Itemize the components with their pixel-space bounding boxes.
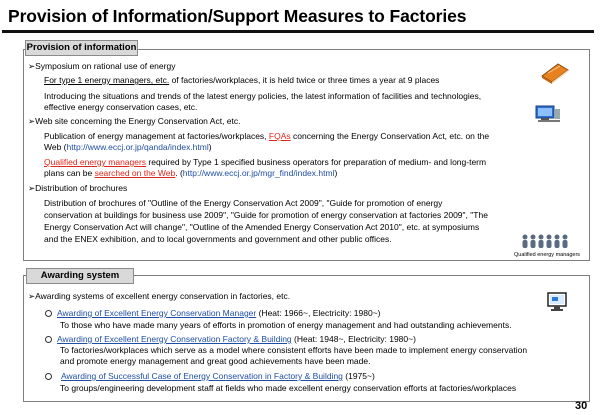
award-item-3-title: Awarding of Successful Case of Energy Conservation in Factory & Building (1975~) (61, 371, 375, 381)
symposium-line-3: effective energy conservation cases, etc. (44, 102, 198, 112)
award-3-link[interactable]: Awarding of Successful Case of Energy Conservation in Factory & Building (61, 371, 343, 381)
brochures-line-2: conservation at buildings for business use 2009", "Guide for promotion of energy conservation at factories 2009", "The (44, 210, 488, 220)
provision-heading: Provision of information (25, 40, 138, 56)
award-item-3-desc: To groups/engineering development staff at fields who made excellent energy conservation efforts at factories/workplaces (60, 383, 517, 393)
bullet-circle-icon (45, 336, 52, 343)
award-item-1-desc: To those who have made many years of efforts in promotion of energy management and had outstanding achievements. (60, 320, 512, 330)
fqa-link[interactable]: FQAs (268, 131, 291, 141)
award-1-link[interactable]: Awarding of Excellent Energy Conservation Manager (57, 308, 257, 318)
website-line-4: plans can be searched on the Web. (http://www.eccj.or.jp/mgr_find/index.html) (44, 168, 338, 178)
award-2-link[interactable]: Awarding of Excellent Energy Conservation Factory & Building (57, 334, 292, 344)
brochures-line-1: Distribution of brochures of "Outline of the Energy Conservation Act 2009", "Guide for promotion of energy (44, 198, 443, 208)
website-line-3: Qualified energy managers required by Type 1 specified business operators for preparation of medium- and long-term (44, 157, 487, 167)
brochures-header: ➢Distribution of brochures (28, 183, 128, 193)
monitor-icon (547, 292, 567, 312)
awarding-header: ➢Awarding systems of excellent energy conservation in factories, etc. (28, 291, 291, 301)
brochures-line-4: and the ENEX exhibition, and to local governments and government and other public offices. (44, 234, 392, 244)
mgr-find-url-link[interactable]: http://www.eccj.or.jp/mgr_find/index.html (182, 168, 335, 178)
bullet-circle-icon (45, 310, 52, 317)
qualified-energy-managers-link[interactable]: Qualified energy managers (44, 157, 147, 167)
page-title: Provision of Information/Support Measures to Factories (8, 6, 467, 26)
people-icon (520, 233, 568, 249)
symposium-line-2: Introducing the situations and trends of the latest energy policies, the latest information of facilities and technologies, (44, 91, 482, 101)
website-line-2: Web (http://www.eccj.or.jp/qanda/index.html) (44, 142, 212, 152)
website-line-1: Publication of energy management at factories/workplaces, FQAs concerning the Energy Conservation Act, etc. on the (44, 131, 490, 141)
qanda-url-link[interactable]: http://www.eccj.or.jp/qanda/index.html (66, 142, 209, 152)
brochures-line-3: Energy Conservation Act will change", "Outline of the Amended Energy Conservation Act 2010", etc. at symposiums (44, 222, 480, 232)
symposium-line-1: For type 1 energy managers, etc. of factories/workplaces, it is held twice or three times a year at 9 places (44, 75, 440, 85)
award-item-2-desc-1: To factories/workplaces which serve as a model where consistent efforts have been made to implement energy conservation (60, 345, 528, 355)
award-item-2-title: Awarding of Excellent Energy Conservation Factory & Building (Heat: 1948~, Electricity: 1980~) (57, 334, 416, 344)
book-icon (540, 62, 570, 84)
awarding-heading: Awarding system (26, 268, 134, 284)
computer-icon (535, 105, 561, 123)
symposium-header: ➢Symposium on rational use of energy (28, 61, 176, 71)
title-divider (2, 30, 594, 33)
symposium-audience: For type 1 energy managers, etc. (44, 75, 170, 85)
website-header: ➢Web site concerning the Energy Conservation Act, etc. (28, 116, 241, 126)
bullet-circle-icon (45, 373, 52, 380)
page-number: 30 (575, 400, 588, 412)
image-caption: Qualified energy managers (514, 252, 581, 258)
search-on-web-link[interactable]: searched on the Web (94, 168, 176, 178)
award-item-2-desc-2: and promote energy management and great good achievements have been made. (60, 356, 371, 366)
award-item-1-title: Awarding of Excellent Energy Conservation Manager (Heat: 1966~, Electricity: 1980~) (57, 308, 381, 318)
